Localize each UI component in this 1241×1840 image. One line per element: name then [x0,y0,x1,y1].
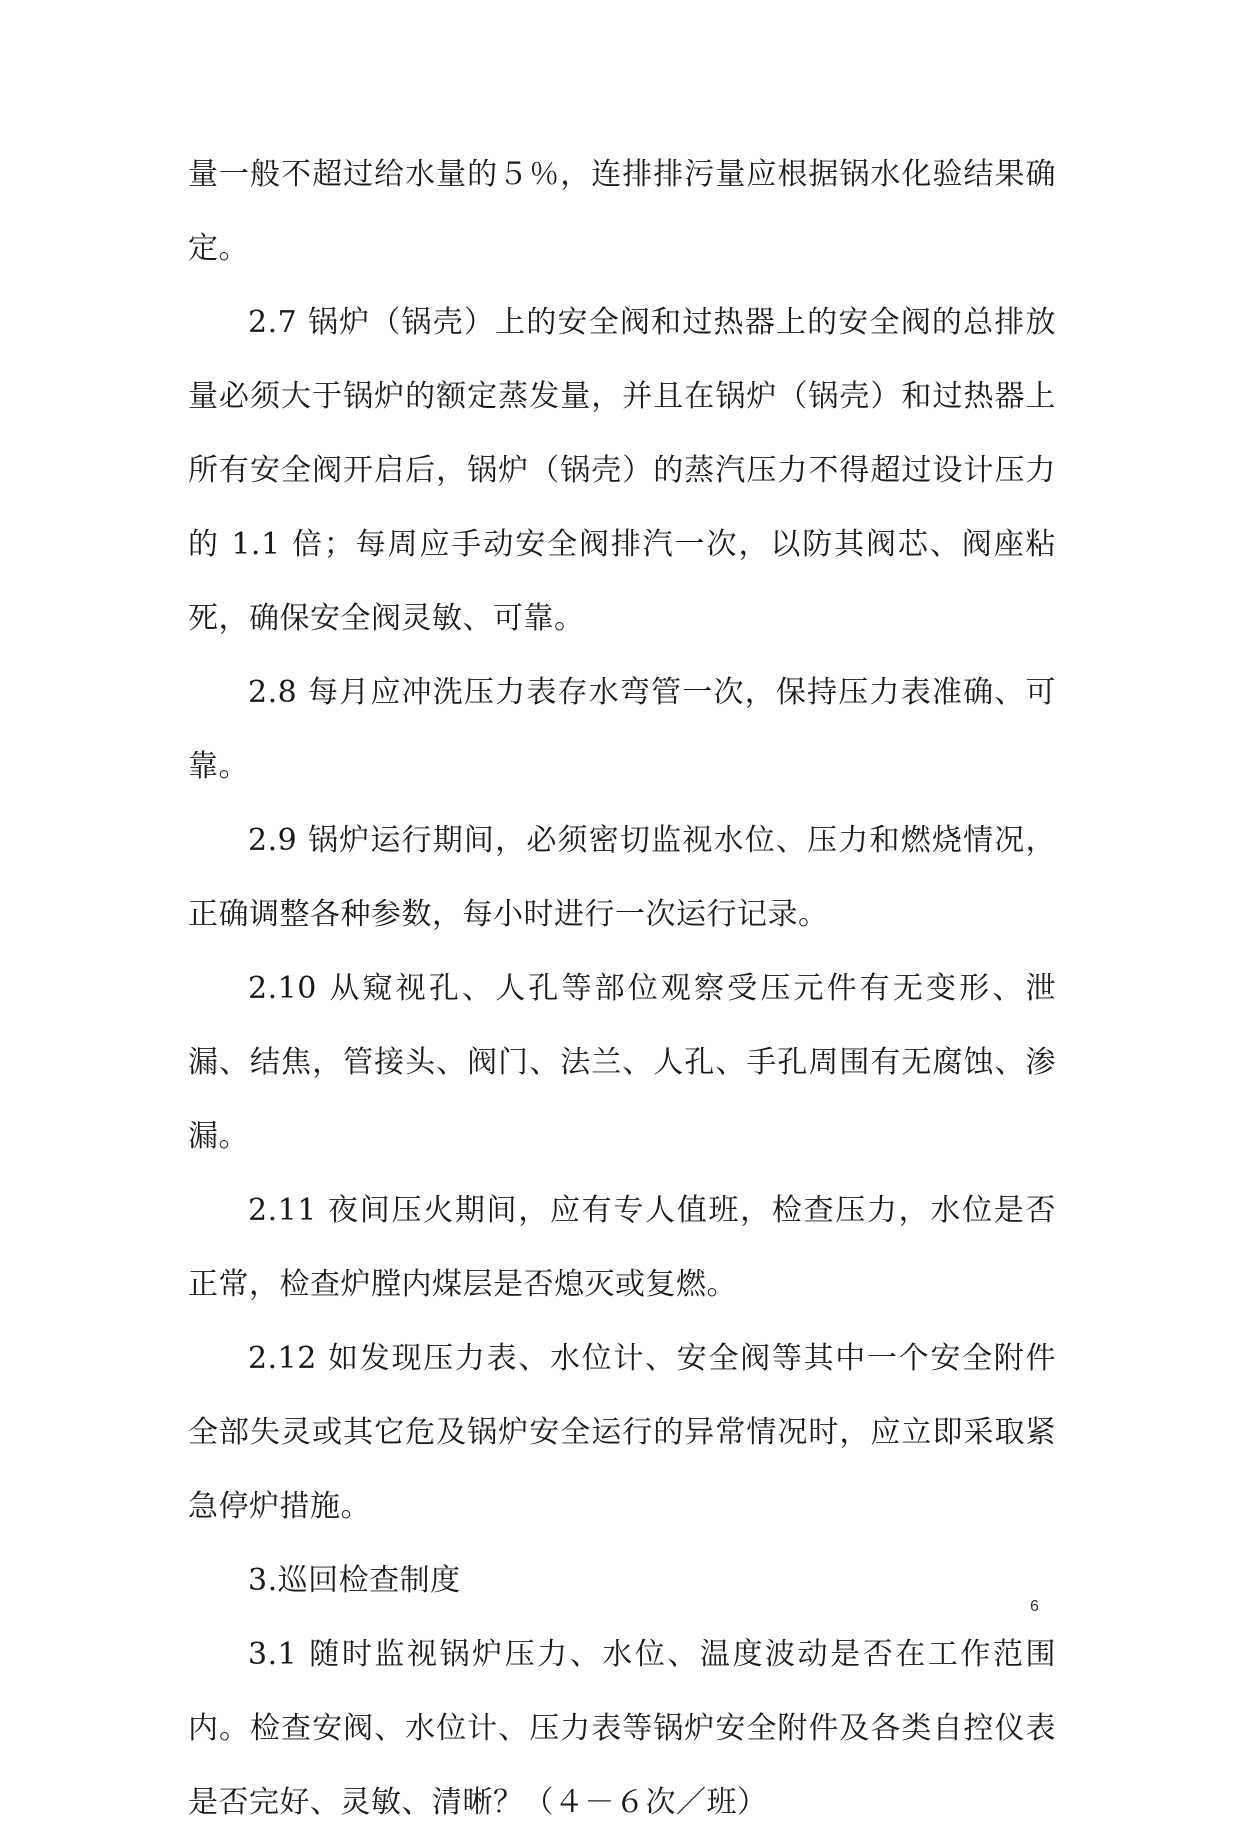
paragraph-2-12: 2.12 如发现压力表、水位计、安全阀等其中一个安全附件全部失灵或其它危及锅炉安全运行的异常情况时，应立即采取紧急停炉措施。 [188,1341,1056,1524]
paragraph-2-7: 2.7 锅炉（锅壳）上的安全阀和过热器上的安全阀的总排放量必须大于锅炉的额定蒸发量，并且在锅炉（锅壳）和过热器上所有安全阀开启后，锅炉（锅壳）的蒸汽压力不得超过设计压力的 1.1 倍；每周应手动安全阀排汽一次，以防其阀芯、阀座粘死，确保安全阀灵敏、可靠。 [188,305,1056,636]
paragraph-2-10: 2.10 从窥视孔、人孔等部位观察受压元件有无变形、泄漏、结焦，管接头、阀门、法兰、人孔、手孔周围有无腐蚀、渗漏。 [188,971,1056,1154]
paragraph-2-8: 2.8 每月应冲洗压力表存水弯管一次，保持压力表准确、可靠。 [188,675,1056,784]
document-body [188,138,1056,1840]
section-heading-3: 3.巡回检查制度 [248,1563,461,1598]
paragraph-2-9: 2.9 锅炉运行期间，必须密切监视水位、压力和燃烧情况，正确调整各种参数，每小时进行一次运行记录。 [188,823,1056,932]
page-number: 6 [1030,1598,1039,1615]
paragraph-2-11: 2.11 夜间压火期间，应有专人值班，检查压力，水位是否正常，检查炉膛内煤层是否熄灭或复燃。 [188,1193,1056,1302]
paragraph-3-1: 3.1 随时监视锅炉压力、水位、温度波动是否在工作范围内。检查安阀、水位计、压力表等锅炉安全附件及各类自控仪表是否完好、灵敏、清晰？（４－６次／班） [188,1637,1056,1820]
paragraph-1: 量一般不超过给水量的５％，连排排污量应根据锅水化验结果确定。 [188,157,1056,266]
